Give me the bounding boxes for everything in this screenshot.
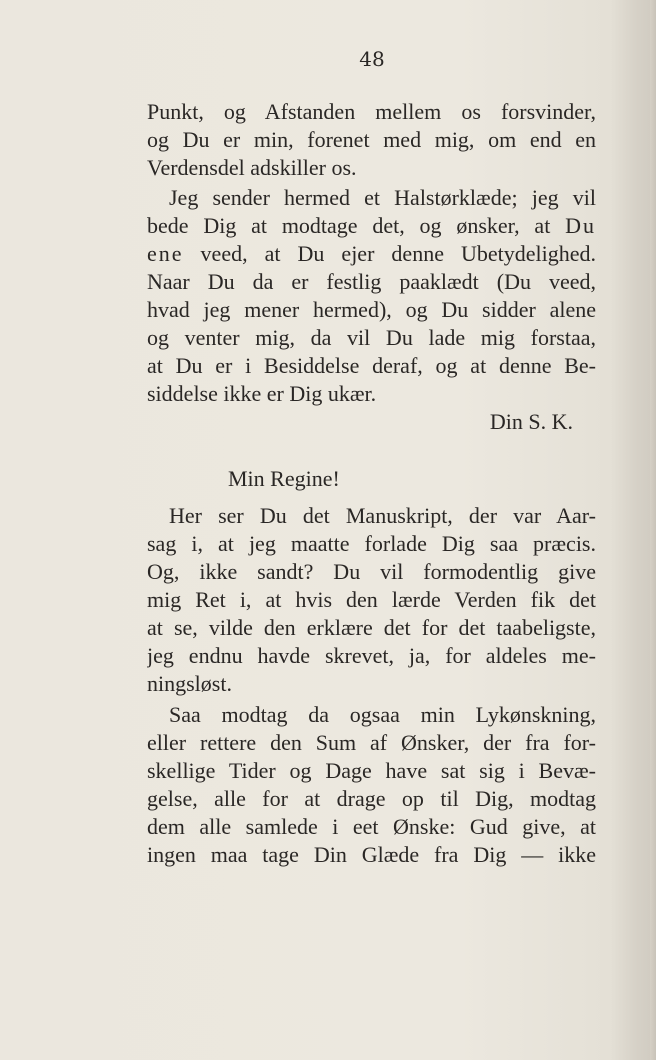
text-line: ningsløst. bbox=[147, 671, 232, 696]
text-line: gelse, alle for at drage op til Dig, modtag bbox=[147, 786, 596, 811]
paragraph-continuation bbox=[147, 98, 596, 182]
text-line: Jeg sender hermed et Halstørklæde; jeg vil bbox=[169, 185, 596, 210]
text-line: Punkt, og Afstanden mellem os forsvinder, bbox=[147, 99, 596, 124]
paragraph-halstorklaede bbox=[147, 184, 596, 408]
text-line: skellige Tider og Dage have sat sig i Bevæ- bbox=[147, 758, 596, 783]
text-line: Naar Du da er festlig paaklædt (Du veed, bbox=[147, 269, 596, 294]
text-line: Og, ikke sandt? Du vil formodentlig give bbox=[147, 559, 596, 584]
text-line: og venter mig, da vil Du lade mig forstaa, bbox=[147, 325, 596, 350]
page-edge bbox=[650, 0, 656, 1060]
text-line: eller rettere den Sum af Ønsker, der fra for- bbox=[147, 730, 596, 755]
spaced-word: Du bbox=[565, 213, 596, 238]
text-line: Her ser Du det Manuskript, der var Aar- bbox=[169, 503, 596, 528]
text-line: Verdensdel adskiller os. bbox=[147, 155, 357, 180]
text-segment: bede Dig at modtage det, og ønsker, at bbox=[147, 213, 566, 238]
spaced-word: ene bbox=[147, 241, 184, 266]
text-segment: veed, at Du ejer denne Ubetydelighed. bbox=[183, 241, 596, 266]
text-line: Saa modtag da ogsaa min Lykønskning, bbox=[169, 702, 596, 727]
text-line: sag i, at jeg maatte forlade Dig saa præcis. bbox=[147, 531, 596, 556]
text-line: mig Ret i, at hvis den lærde Verden fik det bbox=[147, 587, 596, 612]
text-line: siddelse ikke er Dig ukær. bbox=[147, 381, 377, 406]
text-line: jeg endnu havde skrevet, ja, for aldeles me- bbox=[147, 643, 596, 668]
text-line bbox=[147, 240, 596, 268]
salutation: Min Regine! bbox=[228, 466, 340, 491]
text-line: ingen maa tage Din Glæde fra Dig — ikke bbox=[147, 842, 596, 867]
paragraph-manuskript bbox=[147, 502, 596, 698]
page-number: 48 bbox=[359, 47, 385, 71]
text-line: at se, vilde den erklære det for det taabeligste, bbox=[147, 615, 596, 640]
signature: Din S. K. bbox=[489, 409, 573, 434]
text-line bbox=[147, 212, 596, 240]
text-line: at Du er i Besiddelse deraf, og at denne Be- bbox=[147, 353, 596, 378]
text-line: hvad jeg mener hermed), og Du sidder alene bbox=[147, 297, 596, 322]
text-line: dem alle samlede i eet Ønske: Gud give, at bbox=[147, 814, 596, 839]
paragraph-lykonskning bbox=[147, 701, 596, 869]
text-line: og Du er min, forenet med mig, om end en bbox=[147, 127, 596, 152]
